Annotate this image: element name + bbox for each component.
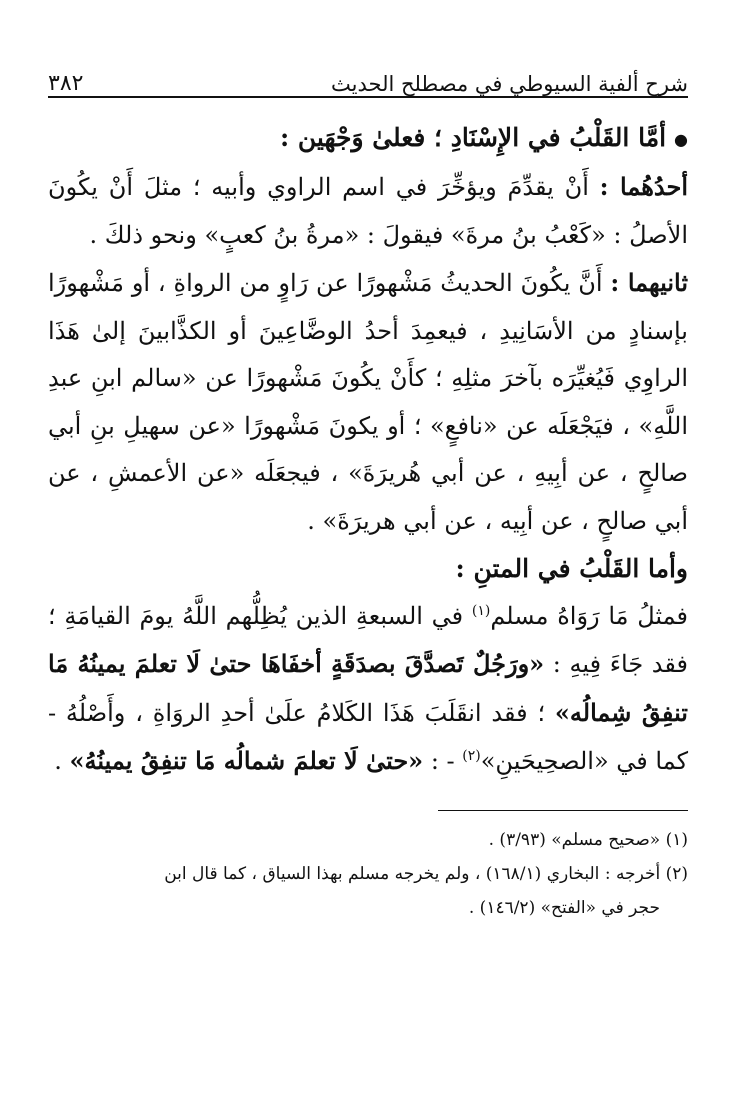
section-heading-matn: وأما القَلْبُ في المتنِ :	[455, 554, 688, 584]
page-number: ٣٨٢	[48, 71, 84, 96]
section-heading-isnad-text: أمَّا القَلْبُ في الإِسْنَادِ ؛ فعلىٰ وَجْهَين :	[279, 123, 667, 152]
section-heading-isnad	[48, 114, 688, 163]
matn-text-2: في السبعةِ الذين يُظِلُّهم اللَّهُ يومَ القيامَةِ ؛ فقد جَاءَ فِيهِ :	[48, 601, 688, 679]
book-page	[48, 56, 688, 925]
footnote-2-line-2: حجر في «الفتح» (١٤٦/٢) .	[468, 897, 660, 918]
paragraph-second-type	[48, 259, 688, 545]
paragraph-matn-example	[48, 593, 688, 786]
running-header	[48, 56, 688, 98]
matn-text-5: .	[54, 747, 70, 776]
footnote-2-line-1: (٢) أخرجه : البخاري (١٦٨/١) ، ولم يخرجه مسلم بهذا السياق ، كما قال ابن	[164, 863, 688, 884]
second-type-label: ثانيهما :	[610, 268, 688, 298]
footnote-1: (١) «صحيح مسلم» (٣/٩٣) .	[488, 829, 688, 850]
paragraph-first-type	[48, 163, 688, 259]
footnotes	[48, 823, 688, 925]
hadith-quote-1: «ورَجُلٌ تَصدَّقَ بصدَقَةٍ أخفَاهَا حتىٰ لَا تعلمَ يمينُهُ مَا تنفِقُ شِمالُه»	[48, 649, 688, 727]
footnote-divider	[438, 810, 688, 811]
footnote-ref-2: (٢)	[462, 748, 481, 765]
main-text	[48, 114, 688, 786]
second-type-text: أَنَّ يكُونَ الحديثُ مَشْهورًا عن رَاوٍ من الرواةِ ، أو مَشْهورًا بإسنادٍ من الأسَانِيدِ ، فيعمِدَ أحدُ الوضَّاعِينَ أو الكذَّابينَ إلىٰ هَذَا الراوِي فَيُغيِّرَه بآخرَ مثلِهِ ؛ كأَنْ يكُونَ مَشْهورًا عن «سالم ابنِ عبدِ اللَّهِ» ، فيَجْعَلَه عن «نافعٍ» ؛ أو يكونَ مَشْهورًا «عن سهيلِ بنِ أبي صالحٍ ، عن أبِيهِ ، عن أبي هُريرَةَ» ، فيجعَلَه «عن الأعمشِ ، عن أبي صالحٍ ، عن أبِيه ، عن أبي هريرَةَ» .	[48, 269, 688, 535]
first-type-text: أَنْ يقدِّمَ ويؤخِّرَ في اسم الراوي وأبيه ؛ مثلَ أَنْ يكُونَ الأصلُ : «كَعْبُ بنُ مرةَ» فيقولَ : «مرةُ بنُ كعبٍ» ونحو ذلكَ .	[48, 173, 688, 249]
header-title: شرح ألفية السيوطي في مصطلح الحديث	[331, 72, 688, 96]
hadith-quote-2: «حتىٰ لَا تعلمَ شمالُه مَا تنفِقُ يمينُهُ»	[69, 746, 424, 776]
footnote-ref-1: (١)	[471, 602, 491, 619]
first-type-label: أحدُهُما :	[599, 172, 688, 202]
bullet-icon: ●	[674, 129, 688, 149]
matn-text-4: - :	[423, 747, 463, 776]
matn-text-3: ؛ فقد انقَلَبَ هَذَا الكَلامُ علَىٰ أحدِ الروَاةِ ، وأَصْلُهُ - كما في «الصحِيحَينِ»	[48, 698, 688, 776]
matn-text-1: فمثلُ مَا رَوَاهُ مسلم	[490, 601, 688, 630]
